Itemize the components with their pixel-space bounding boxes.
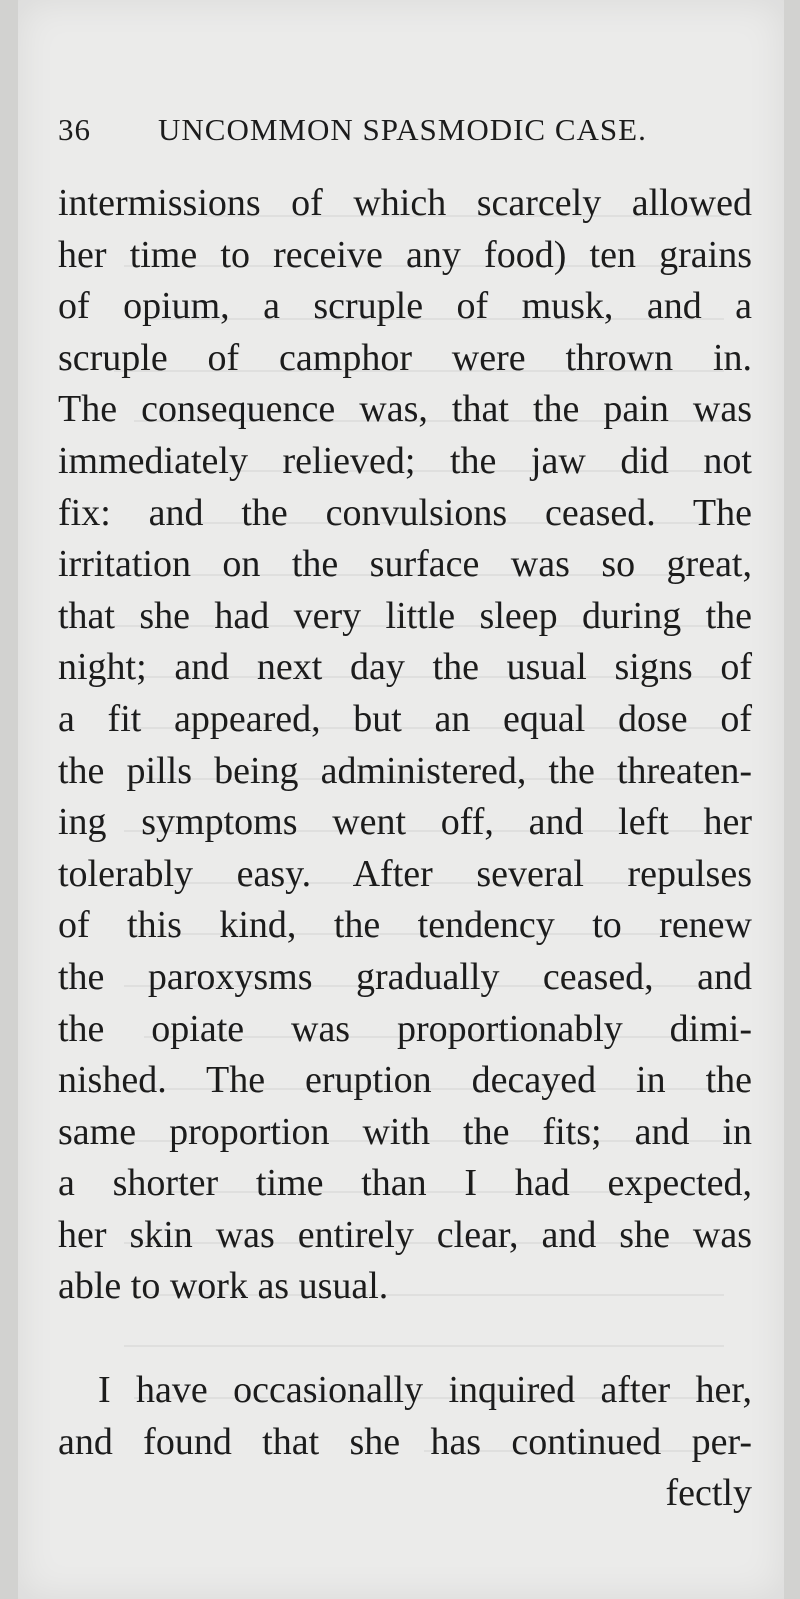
- catchword: fectly: [665, 1472, 752, 1515]
- text-line: fix: and the convulsions ceased. The: [58, 491, 752, 534]
- text-line: night; and next day the usual signs of: [58, 646, 752, 689]
- page-number: 36: [58, 112, 91, 147]
- text-line: I have occasionally inquired after her,: [98, 1369, 752, 1412]
- running-header: [58, 112, 647, 148]
- text-line: her skin was entirely clear, and she was: [58, 1213, 752, 1256]
- text-line: the paroxysms gradually ceased, and: [58, 955, 752, 998]
- text-line: intermissions of which scarcely allowed: [58, 182, 752, 224]
- text-line: tolerably easy. After several repulses: [58, 852, 752, 895]
- text-line: that she had very little sleep during the: [58, 594, 752, 637]
- paragraph: [58, 178, 752, 1313]
- running-title: UNCOMMON SPASMODIC CASE.: [158, 112, 647, 147]
- text-line: and found that she has continued per-: [58, 1420, 752, 1463]
- text-line: of this kind, the tendency to renew: [58, 904, 752, 947]
- body-text: [58, 178, 752, 1520]
- text-line: a fit appeared, but an equal dose of: [58, 697, 752, 740]
- text-line: scruple of camphor were thrown in.: [58, 336, 752, 379]
- text-line: irritation on the surface was so great,: [58, 543, 752, 586]
- book-page: [18, 0, 784, 1599]
- text-line: her time to receive any food) ten grains: [58, 233, 752, 276]
- text-line: The consequence was, that the pain was: [58, 388, 752, 431]
- text-line: of opium, a scruple of musk, and a: [58, 285, 752, 328]
- text-line: nished. The eruption decayed in the: [58, 1059, 752, 1102]
- text-line: immediately relieved; the jaw did not: [58, 439, 752, 482]
- paragraph-gap: [58, 1313, 752, 1365]
- text-line: able to work as usual.: [58, 1265, 389, 1308]
- text-line: the opiate was proportionably dimi-: [58, 1007, 752, 1050]
- text-line: same proportion with the fits; and in: [58, 1110, 752, 1153]
- text-line: ing symptoms went off, and left her: [58, 801, 752, 844]
- text-line: the pills being administered, the threaten-: [58, 749, 752, 792]
- text-line: a shorter time than I had expected,: [58, 1162, 752, 1205]
- paragraph: [58, 1365, 752, 1468]
